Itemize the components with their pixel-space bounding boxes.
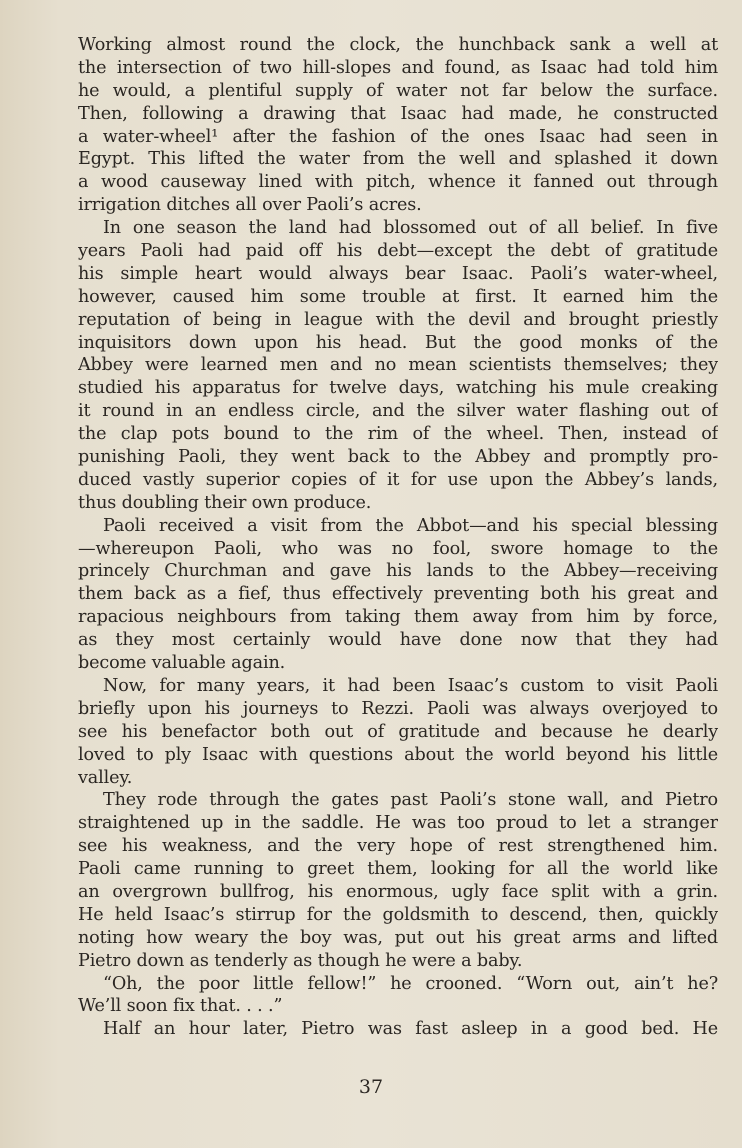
text-line: however, caused him some trouble at first. It earned him the [78,286,718,307]
text-line: Egypt. This lifted the water from the well and splashed it down [78,149,718,170]
text-line: briefly upon his journeys to Rezzi. Paoli was always overjoyed to [78,698,718,719]
body-text [78,34,718,1041]
text-line: the intersection of two hill-slopes and found, as Isaac had told him [78,57,718,78]
text-line: loved to ply Isaac with questions about the world beyond his little [78,744,718,765]
text-line: inquisitors down upon his head. But the good monks of the [78,332,718,353]
text-line: Paoli came running to greet them, looking for all the world like [78,859,718,880]
text-line: Paoli received a visit from the Abbot—and his special blessing [103,515,718,536]
text-line: irrigation ditches all over Paoli’s acres. [78,195,422,216]
text-line: a wood causeway lined with pitch, whence it fanned out through [78,172,718,193]
text-line: an overgrown bullfrog, his enormous, ugly face split with a grin. [78,881,718,902]
text-line: become valuable again. [78,653,286,674]
text-line: he would, a plentiful supply of water not far below the surface. [78,80,718,101]
text-line: thus doubling their own produce. [78,492,372,513]
text-line: studied his apparatus for twelve days, watching his mule creaking [78,378,718,399]
text-line: see his weakness, and the very hope of rest strengthened him. [78,836,718,857]
text-line: his simple heart would always bear Isaac. Paoli’s water-wheel, [78,263,718,284]
text-line: Abbey were learned men and no mean scientists themselves; they [78,355,718,376]
text-line: it round in an endless circle, and the silver water flashing out of [78,401,718,422]
text-line: years Paoli had paid off his debt—except the debt of gratitude [78,241,718,262]
text-line: Working almost round the clock, the hunchback sank a well at [78,35,718,55]
text-line: “Oh, the poor little fellow!” he crooned. “Worn out, ain’t he? [103,973,718,994]
text-line: In one season the land had blossomed out of all belief. In five [103,218,718,239]
text-line: the clap pots bound to the rim of the wheel. Then, instead of [78,424,718,445]
text-line: valley. [78,767,133,788]
text-line: duced vastly superior copies of it for use upon the Abbey’s lands, [78,469,718,490]
text-line: see his benefactor both out of gratitude and because he dearly [78,721,718,742]
text-line: —whereupon Paoli, who was no fool, swore homage to the [78,538,718,559]
text-line: Pietro down as tenderly as though he were a baby. [78,950,523,971]
text-line: as they most certainly would have done now that they had [78,630,718,651]
page-number: 37 [358,1076,384,1098]
text-line: a water-wheel¹ after the fashion of the ones Isaac had seen in [78,126,718,147]
text-line: straightened up in the saddle. He was too proud to let a stranger [78,813,718,834]
text-line: punishing Paoli, they went back to the Abbey and promptly pro- [78,447,718,468]
text-line: Then, following a drawing that Isaac had made, he constructed [78,103,718,124]
text-line: Now, for many years, it had been Isaac’s custom to visit Paoli [103,675,718,696]
text-line: them back as a fief, thus effectively preventing both his great and [78,584,718,605]
text-line: They rode through the gates past Paoli’s stone wall, and Pietro [103,790,718,811]
text-line: reputation of being in league with the devil and brought priestly [78,309,718,330]
text-line: noting how weary the boy was, put out his great arms and lifted [78,927,718,948]
text-line: rapacious neighbours from taking them away from him by force, [78,607,718,628]
text-line: He held Isaac’s stirrup for the goldsmith to descend, then, quickly [78,904,718,925]
text-line: We’ll soon fix that. . . .” [78,996,283,1017]
text-line: Half an hour later, Pietro was fast asleep in a good bed. He [103,1019,718,1040]
text-line: princely Churchman and gave his lands to the Abbey—receiving [78,561,718,582]
